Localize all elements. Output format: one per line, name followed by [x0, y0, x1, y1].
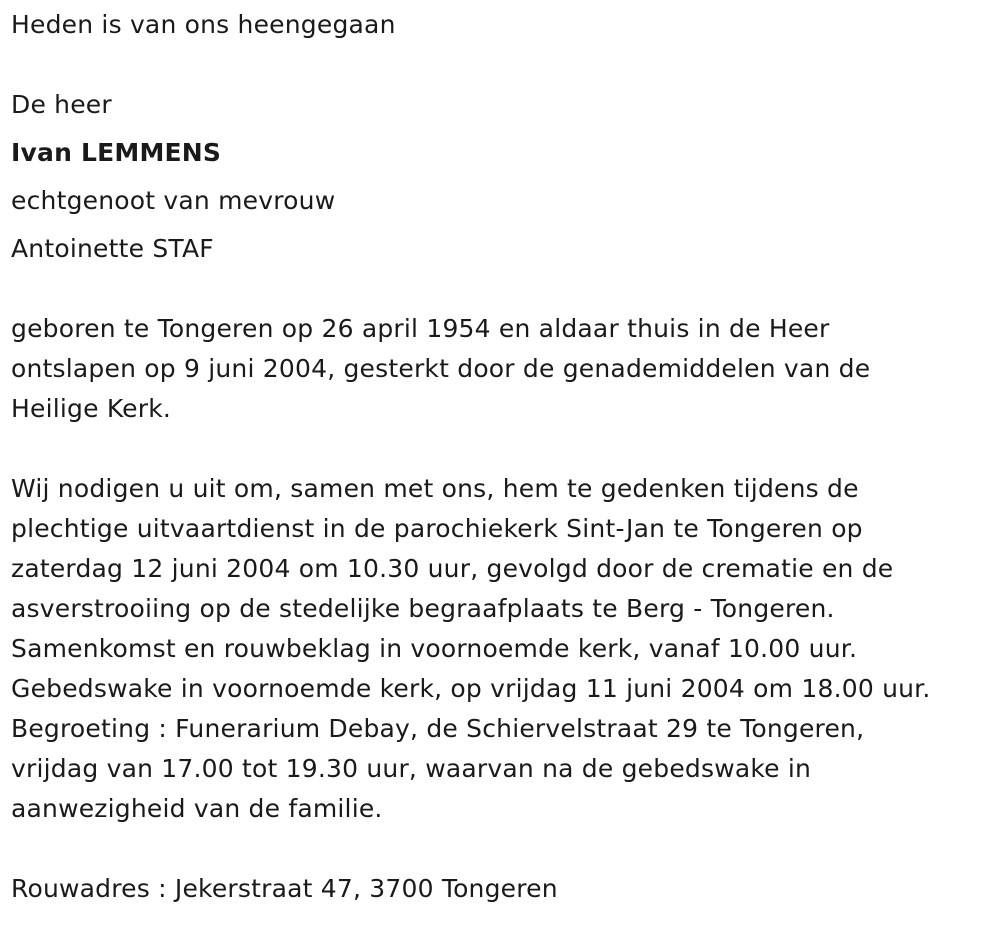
- invitation-line: zaterdag 12 juni 2004 om 10.30 uur, gevolgd door de crematie en de: [11, 554, 894, 583]
- invitation-line: aanwezigheid van de familie.: [11, 794, 383, 823]
- invitation-line: asverstrooiing op de stedelijke begraafplaats te Berg - Tongeren.: [11, 594, 835, 623]
- invitation-line: plechtige uitvaartdienst in de parochiekerk Sint-Jan te Tongeren op: [11, 514, 863, 543]
- spouse-label: echtgenoot van mevrouw: [11, 186, 336, 215]
- spouse-name: Antoinette STAF: [11, 234, 214, 263]
- invitation-line: Begroeting : Funerarium Debay, de Schiervelstraat 29 te Tongeren,: [11, 714, 865, 743]
- salutation: De heer: [11, 90, 112, 119]
- deceased-name: Ivan LEMMENS: [11, 138, 222, 167]
- invitation-line: Samenkomst en rouwbeklag in voornoemde kerk, vanaf 10.00 uur.: [11, 634, 858, 663]
- birth-death-line: geboren te Tongeren op 26 april 1954 en aldaar thuis in de Heer: [11, 314, 830, 343]
- birth-death-line: Heilige Kerk.: [11, 394, 172, 423]
- invitation-line: Gebedswake in voornoemde kerk, op vrijdag 11 juni 2004 om 18.00 uur.: [11, 674, 931, 703]
- invitation-line: Wij nodigen u uit om, samen met ons, hem te gedenken tijdens de: [11, 474, 859, 503]
- birth-death-line: ontslapen op 9 juni 2004, gesterkt door de genademiddelen van de: [11, 354, 871, 383]
- invitation-line: vrijdag van 17.00 tot 19.30 uur, waarvan na de gebedswake in: [11, 754, 812, 783]
- mourning-address: Rouwadres : Jekerstraat 47, 3700 Tongeren: [11, 874, 558, 903]
- intro-text: Heden is van ons heengegaan: [11, 10, 396, 39]
